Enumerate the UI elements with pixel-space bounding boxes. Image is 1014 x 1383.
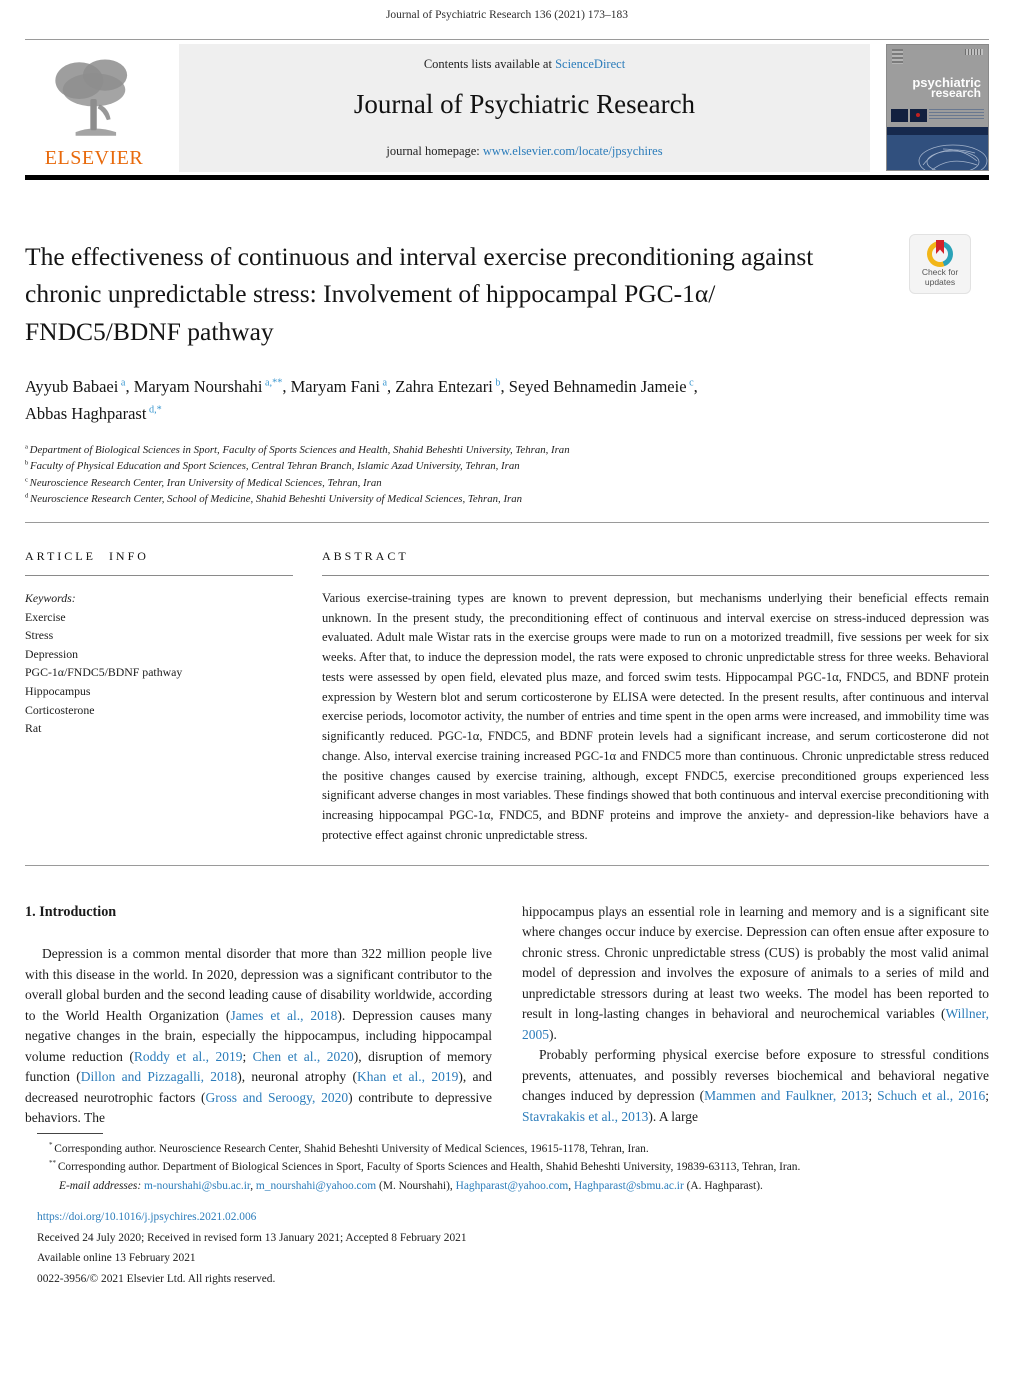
intro-right-column: [522, 902, 989, 1129]
affiliations: [25, 442, 989, 507]
cover-title-line1: psychiatric: [912, 75, 981, 90]
cover-text-lines: [929, 109, 984, 121]
keyword-item: Corticosterone: [25, 702, 95, 717]
homepage-link[interactable]: www.elsevier.com/locate/jpsychires: [482, 144, 663, 158]
keyword-item: PGC-1α/FNDC5/BDNF pathway: [25, 665, 183, 680]
link[interactable]: Chen et al., 2020: [252, 1048, 354, 1064]
introduction-section: [25, 902, 989, 1129]
email-addresses-note: E-mail addresses: m-nourshahi@sbu.ac.ir, m_nourshahi@yahoo.com (M. Nourshahi), Haghparast@yahoo.com, Haghparast@sbmu.ac.ir (A. Haghparast).: [59, 1179, 763, 1192]
footnote-rule: [37, 1133, 103, 1134]
doi-link[interactable]: https://doi.org/10.1016/j.jpsychires.2021.02.006: [37, 1211, 257, 1224]
cover-thumb-1: [891, 109, 908, 122]
link[interactable]: Roddy et al., 2019: [133, 1048, 243, 1064]
journal-banner: [25, 44, 989, 172]
cover-publisher-mark: [892, 49, 903, 64]
keywords-label: Keywords:: [25, 590, 76, 605]
link[interactable]: Dillon and Pizzagalli, 2018: [80, 1069, 238, 1085]
link[interactable]: Stavrakakis et al., 2013: [522, 1108, 649, 1124]
sciencedirect-link[interactable]: ScienceDirect: [555, 57, 626, 71]
available-online: Available online 13 February 2021: [37, 1252, 196, 1265]
link[interactable]: m_nourshahi@yahoo.com: [255, 1179, 377, 1192]
link[interactable]: Haghparast@yahoo.com: [455, 1179, 569, 1192]
top-rule: [25, 39, 989, 40]
intro-left-column: [25, 902, 492, 1129]
cover-title: [912, 77, 981, 99]
cover-title-line2: research: [930, 86, 981, 100]
keyword-item: Exercise: [25, 609, 66, 624]
homepage-prefix: journal homepage:: [386, 144, 483, 158]
abstract-heading: ABSTRACT: [322, 523, 989, 576]
journal-cover-thumbnail[interactable]: [886, 44, 989, 171]
link[interactable]: Khan et al., 2019: [356, 1069, 459, 1085]
running-head-citation: Journal of Psychiatric Research 136 (2021) 173–183: [385, 9, 629, 21]
article-title: The effectiveness of continuous and interval exercise preconditioning against chronic unpredictable stress: Involvement of hippocampal PGC-1α/ FNDC5/BDNF pathway: [25, 242, 814, 346]
cover-brain-image: [887, 135, 988, 170]
page-footer: [37, 1133, 989, 1288]
homepage-line: [179, 144, 870, 159]
cover-thumb-2: [910, 109, 927, 122]
corresponding-author-note-1: * Corresponding author. Neuroscience Research Center, Shahid Beheshti University of Medical Sciences, 19615-1178, Tehran, Iran.: [49, 1141, 649, 1155]
title-block: [25, 238, 989, 350]
abstract-body-divider: [25, 865, 989, 866]
received-dates: Received 24 July 2020; Received in revised form 13 January 2021; Accepted 8 February 2021: [37, 1231, 467, 1244]
introduction-heading: 1. Introduction: [25, 903, 117, 920]
keyword-item: Rat: [25, 721, 42, 736]
contents-line: [179, 57, 870, 72]
elsevier-logo[interactable]: [25, 44, 163, 172]
keyword-item: Depression: [25, 646, 79, 661]
intro-paragraph: hippocampus plays an essential role in learning and memory and is a significant site where changes occur induce by exercise. Depression can often ensue after exposure to chronic stress. Chronic unpredictable stress (CUS) is probably the most valid animal model of depression and involves the exposure of animals to a series of mild and unpredictable stressors during at least two weeks. The model has been reported to result in long-lasting changes in behavioral and neurochemical variables (Willner, 2005).: [522, 903, 989, 1042]
keyword-item: Stress: [25, 628, 54, 643]
corresponding-author-note-2: ** Corresponding author. Department of Biological Sciences in Sport, Faculty of Sports Sciences and Health, Shahid Beheshti University, 19839-63113, Tehran, Iran.: [49, 1159, 801, 1174]
cover-navy-band: [887, 127, 988, 135]
issn-copyright: 0022-3956/© 2021 Elsevier Ltd. All rights reserved.: [37, 1272, 276, 1285]
check-for-updates-badge[interactable]: [909, 234, 971, 294]
keyword-item: Hippocampus: [25, 684, 91, 699]
link[interactable]: Gross and Seroogy, 2020: [205, 1089, 349, 1105]
link[interactable]: James et al., 2018: [230, 1007, 338, 1023]
masthead-divider: [25, 175, 989, 180]
journal-masthead-box: [179, 44, 870, 172]
link[interactable]: Willner, 2005: [522, 1006, 989, 1042]
badge-text-line1: Check for: [921, 267, 959, 277]
elsevier-tree-icon: [48, 53, 140, 145]
intro-paragraph: Probably performing physical exercise before exposure to stressful conditions prevents, attenuates, and possibly reverses biochemical and behavioral negative changes induced by depression (Mammen and Faulkner, 2013; Schuch et al., 2016; Stavrakakis et al., 2013). A large: [522, 1047, 989, 1124]
article-info-heading: ARTICLE INFO: [25, 523, 293, 576]
abstract-text: Various exercise-training types are known to prevent depression, but mechanisms underlying their beneficial effects remain unknown. In the present study, the preconditioning effect of continuous and interval exercise on stress-induced depression was evaluated. Adult male Wistar rats in the exercise groups were made to run on a motorized treadmill, five sessions per week for six weeks. After that, to induce the depression model, the rats were exposed to chronic unpredictable stress for three weeks. Behavioral tests were assessed by open field, elevated plus maze, and forced swim tests. Hippocampal PGC-1α, FNDC5, and BDNF protein expression by Western blot and serum corticosterone by ELISA were detected. In the present results, after continuous and interval exercise periods, locomotor activity, the number of entries and time spent in the open arms were increased, and immobility time was significantly reduced. PGC-1α, FNDC5, and BDNF protein levels had a significant increase, and serum corticosterone did not change. Also, interval exercise training increased PGC-1α and FNDC5 more than continuous. Chronic unpredictable stress reduced the positive changes caused by exercise training, although, except FNDC5, exercise preconditioned groups experienced less significant adverse changes in most variables. These findings showed that both continuous and interval exercise preconditioning with increasing hippocampal PGC-1α, FNDC5, and BDNF proteins and improve the anxiety- and depression-like behaviors have a protective effect against chronic unpredictable stress.: [322, 590, 989, 842]
author-list: Ayyub Babaei $^a$, Maryam Nourshahi $^{a,**}$, Maryam Fani $^a$, Zahra Entezari $^b$, Seyed Behnamedin Jameie $^c$, Abbas Haghparast $^{d,*}$: [25, 377, 698, 423]
affiliation-a: $^a$ Department of Biological Sciences in Sport, Faculty of Sports Sciences and Health, Shahid Beheshti University, Tehran, Iran: [25, 443, 570, 457]
affiliation-c: $^c$ Neuroscience Research Center, Iran University of Medical Sciences, Tehran, Iran: [25, 476, 382, 489]
affiliation-d: $^d$ Neuroscience Research Center, School of Medicine, Shahid Beheshti University of Medical Sciences, Tehran, Iran: [25, 492, 523, 505]
contents-prefix: Contents lists available at: [423, 57, 556, 71]
link[interactable]: Mammen and Faulkner, 2013: [704, 1088, 869, 1104]
elsevier-wordmark: ELSEVIER: [44, 147, 144, 169]
link[interactable]: Schuch et al., 2016: [877, 1088, 986, 1104]
cover-editorial-strip: [891, 107, 984, 123]
cover-issn-code: [965, 49, 983, 55]
journal-title: Journal of Psychiatric Research: [353, 89, 696, 119]
link[interactable]: m-nourshahi@sbu.ac.ir: [144, 1179, 251, 1192]
affiliation-b: $^b$ Faculty of Physical Education and Sport Sciences, Central Tehran Branch, Islamic Azad University, Tehran, Iran: [25, 459, 520, 473]
link[interactable]: Haghparast@sbmu.ac.ir: [573, 1179, 684, 1192]
intro-paragraph: Depression is a common mental disorder that more than 322 million people live with this disease in the world. In 2020, depression was a significant contributor to the overall global burden and the second leading cause of disability worldwide, according to the World Health Organization (James et al., 2018). Depression causes many negative changes in the brain, especially the hippocampus, including hippocampal volume reduction (Roddy et al., 2019; Chen et al., 2020), disruption of memory function (Dillon and Pizzagalli, 2018), neuronal atrophy (Khan et al., 2019), and decreased neurotrophic factors (Gross and Seroogy, 2020) contribute to depressive behaviors. The: [25, 946, 492, 1126]
badge-text-line2: updates: [924, 276, 956, 287]
crossmark-bookmark-icon: [936, 240, 944, 254]
keywords-block: [25, 576, 293, 738]
crossmark-icon: [927, 241, 953, 267]
info-abstract-section: [25, 523, 989, 846]
